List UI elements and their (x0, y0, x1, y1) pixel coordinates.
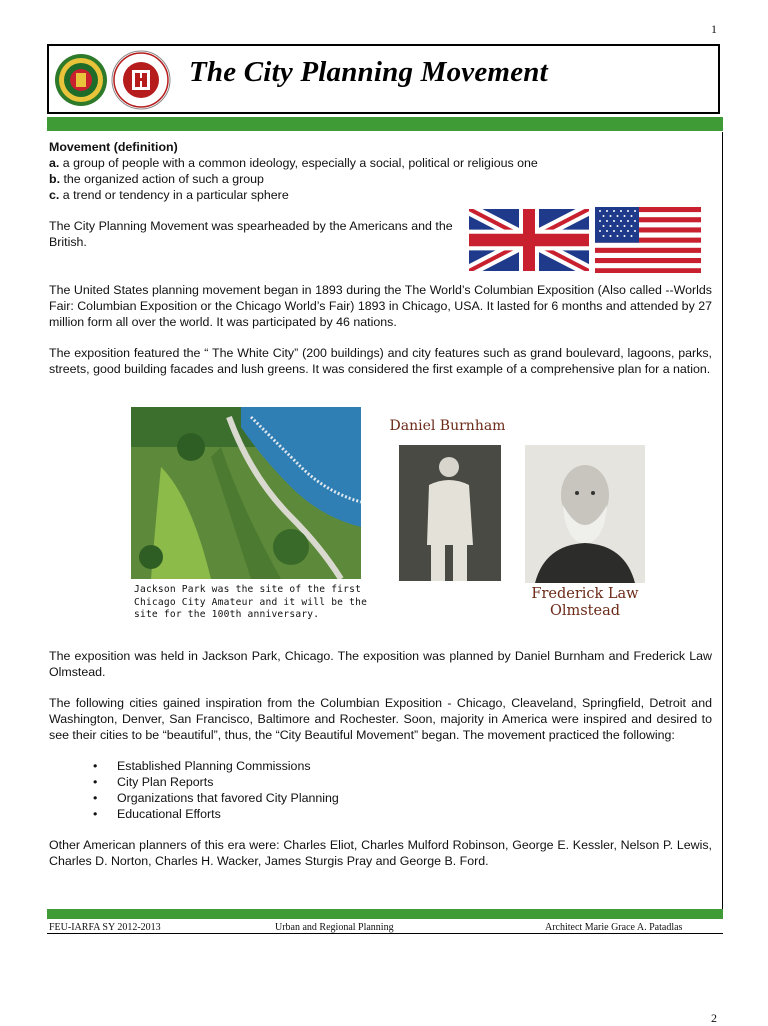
page-number-top: 1 (711, 22, 717, 36)
paragraph-white-city: The exposition featured the “ The White City” (200 buildings) and city features such as grand boulevard, lagoons, parks, streets, good building facades and lush greens. It was considered the first example of a comprehensive plan for a nation. (49, 346, 712, 376)
list-item: • City Plan Reports (49, 774, 649, 790)
header-box (47, 44, 720, 114)
jackson-park-aerial-image (131, 407, 361, 579)
daniel-burnham-photo (399, 445, 501, 581)
university-seal-icon (54, 51, 108, 109)
frederick-law-olmstead-photo (525, 445, 645, 583)
page-title: The City Planning Movement (189, 56, 548, 88)
jackson-park-caption: Jackson Park was the site of the first Chicago City Amateur and it will be the site for the 100th anniversary. (134, 584, 368, 620)
definition-heading: Movement (definition) (49, 140, 178, 154)
practices-list (49, 758, 649, 822)
institute-seal-icon (111, 50, 171, 110)
paragraph-other-planners: Other American planners of this era were: Charles Eliot, Charles Mulford Robinson, George E. Kessler, Nelson P. Lewis, Charles D. Norton, Charles H. Wacker, James Sturgis Pray and George B. Ford. (49, 838, 712, 868)
paragraph-us-began: The United States planning movement began in 1893 during the The World’s Columbian Exposition (Also called --Worlds Fair: Columbian Exposition or the Chicago World’s Fair) 1893 in Chicago, USA. It lasted for 6 months and attended by 27 million form all over the world. It was participated by 46 nations. (49, 283, 712, 329)
list-item: • Educational Efforts (49, 806, 649, 822)
header-green-bar (47, 117, 723, 131)
uk-flag-icon (469, 209, 589, 271)
definition-item-c: c. a trend or tendency in a particular sphere (49, 188, 289, 202)
footer-right: Architect Marie Grace A. Patadlas (545, 922, 683, 933)
footer-left: FEU-IARFA SY 2012-2013 (49, 922, 161, 933)
olmstead-label: Frederick Law Olmstead (531, 586, 639, 619)
footer-center: Urban and Regional Planning (275, 922, 394, 933)
definition-block (49, 139, 538, 203)
page-number-bottom: 2 (711, 1011, 717, 1025)
footer-green-bar (47, 909, 723, 919)
paragraph-spearheaded: The City Planning Movement was spearheaded by the Americans and the British. (49, 219, 453, 249)
paragraph-inspiration: The following cities gained inspiration from the Columbian Exposition - Chicago, Cleaveland, Springfield, Detroit and Washington, Denver, San Francisco, Baltimore and Rochester. Soon, majority in America were inspired and desired to see their cities to be “beautiful”, thus, the “City Beautiful Movement” began. The movement practiced the following: (49, 696, 712, 742)
burnham-label: Daniel Burnham (389, 418, 506, 434)
list-item: • Organizations that favored City Planning (49, 790, 649, 806)
definition-item-b: b. the organized action of such a group (49, 172, 264, 186)
list-item: • Established Planning Commissions (49, 758, 649, 774)
definition-item-a: a. a group of people with a common ideology, especially a social, political or religious one (49, 156, 538, 170)
us-flag-icon (595, 207, 701, 273)
paragraph-jackson-park: The exposition was held in Jackson Park, Chicago. The exposition was planned by Daniel Burnham and Frederick Law Olmstead. (49, 649, 712, 679)
footer-divider (47, 933, 723, 934)
